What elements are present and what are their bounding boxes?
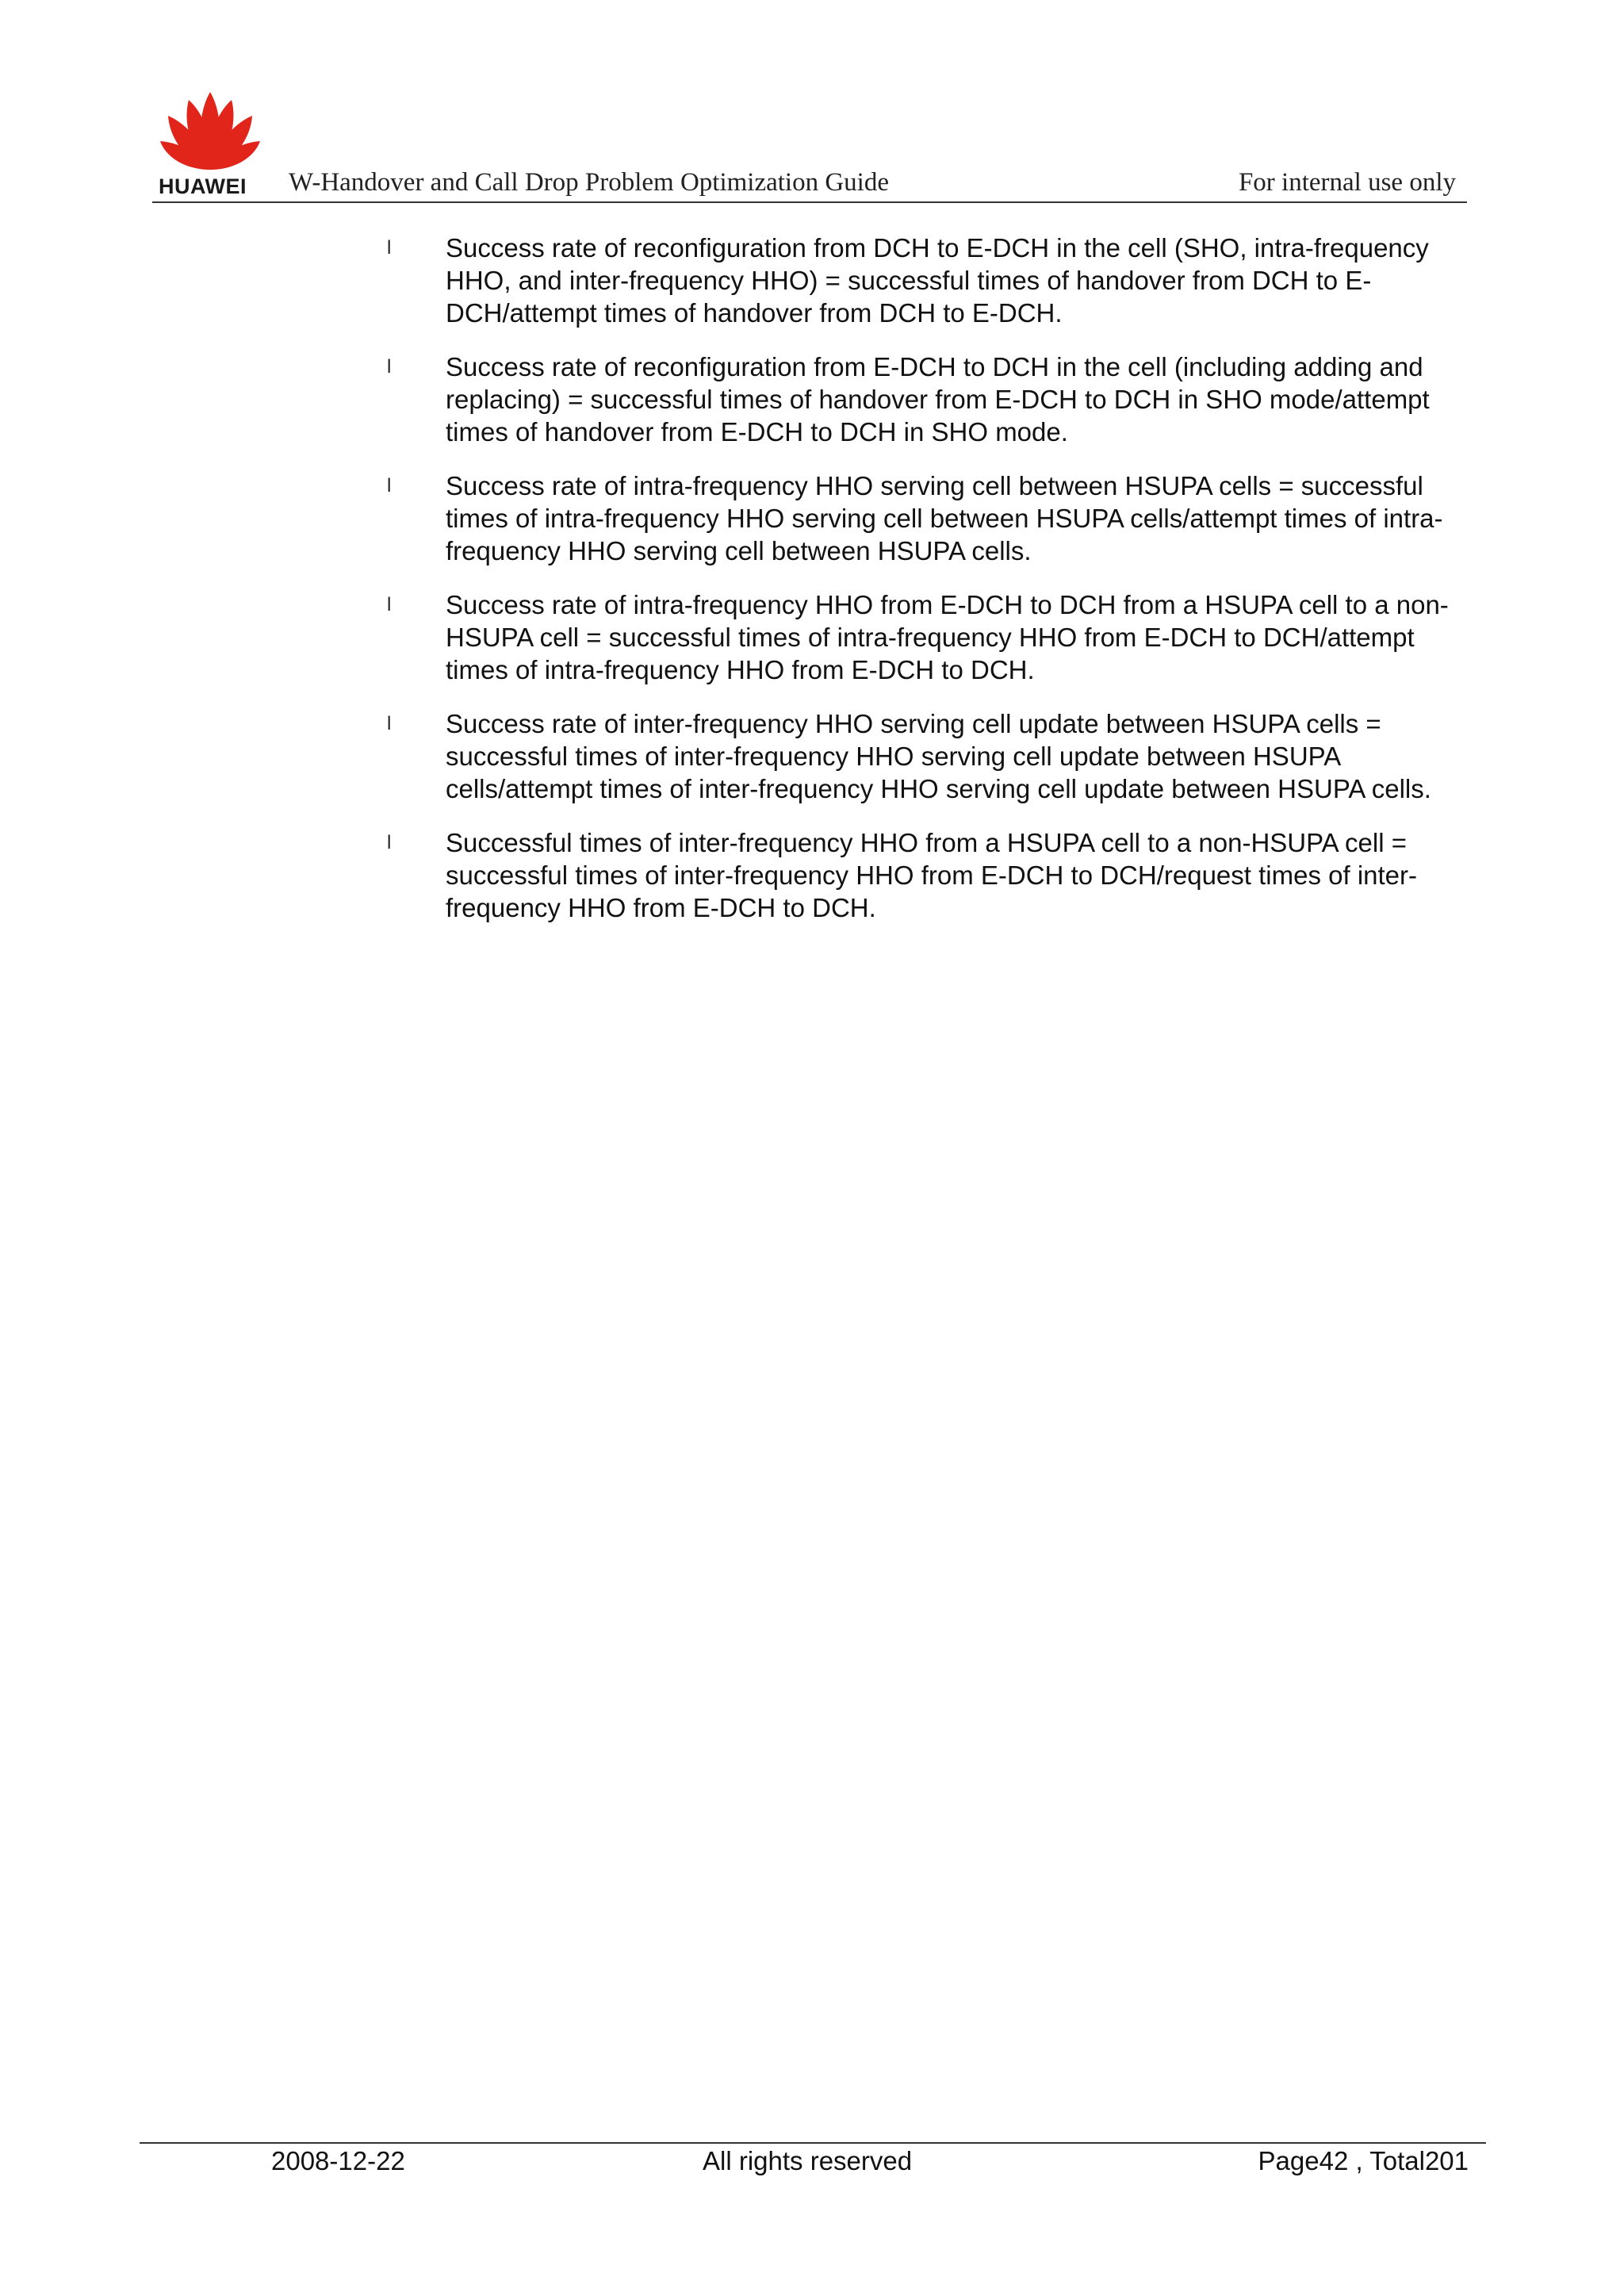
bullet-marker: l [387, 594, 392, 615]
footer-divider [140, 2142, 1486, 2144]
bullet-list [387, 232, 1473, 924]
list-item [387, 826, 1473, 924]
footer-page-number: Page42 , Total201 [1258, 2146, 1469, 2175]
list-item [387, 351, 1473, 448]
list-item-text: Success rate of intra-frequency HHO from E-DCH to DCH from a HSUPA cell to a non-HSUPA cell = successful times of intra-frequency HHO from E-DCH to DCH/attempt times of intra-frequency HHO from E-DCH to DCH. [446, 590, 1449, 684]
logo-wordmark: HUAWEI [159, 174, 247, 198]
page-header [152, 89, 1467, 201]
huawei-petals-icon [159, 89, 262, 171]
bullet-marker: l [387, 832, 392, 853]
list-item-text: Success rate of reconfiguration from DCH to E-DCH in the cell (SHO, intra-frequency HHO, and inter-frequency HHO) = successful times of handover from DCH to E-DCH/attempt times of handover from DCH to E-DCH. [446, 233, 1429, 328]
classification-label: For internal use only [1238, 168, 1456, 197]
list-item [387, 470, 1473, 567]
list-item [387, 707, 1473, 805]
huawei-logo [159, 89, 270, 201]
bullet-marker: l [387, 356, 392, 378]
bullet-marker: l [387, 237, 392, 259]
list-item-text: Successful times of inter-frequency HHO from a HSUPA cell to a non-HSUPA cell = successful times of inter-frequency HHO from E-DCH to DCH/request times of inter-frequency HHO from E-DCH to DCH. [446, 828, 1418, 922]
bullet-marker: l [387, 713, 392, 734]
footer-date: 2008-12-22 [271, 2146, 405, 2175]
list-item-text: Success rate of intra-frequency HHO serving cell between HSUPA cells = successful times of intra-frequency HHO serving cell between HSUPA cells/attempt times of intra-frequency HHO serving cell between HSUPA cells. [446, 471, 1443, 565]
list-item-text: Success rate of inter-frequency HHO serving cell update between HSUPA cells = successful times of inter-frequency HHO serving cell update between HSUPA cells/attempt times of inter-frequency HHO serving cell update between HSUPA cells. [446, 709, 1431, 803]
footer-copyright: All rights reserved [703, 2146, 913, 2175]
page-body [387, 232, 1473, 945]
list-item-text: Success rate of reconfiguration from E-DCH to DCH in the cell (including adding and replacing) = successful times of handover from E-DCH to DCH in SHO mode/attempt times of handover from E-DCH to DCH in SHO mode. [446, 352, 1430, 447]
list-item [387, 588, 1473, 686]
header-divider [152, 201, 1467, 203]
bullet-marker: l [387, 475, 392, 496]
document-title: W-Handover and Call Drop Problem Optimization Guide [289, 168, 890, 197]
list-item [387, 232, 1473, 329]
